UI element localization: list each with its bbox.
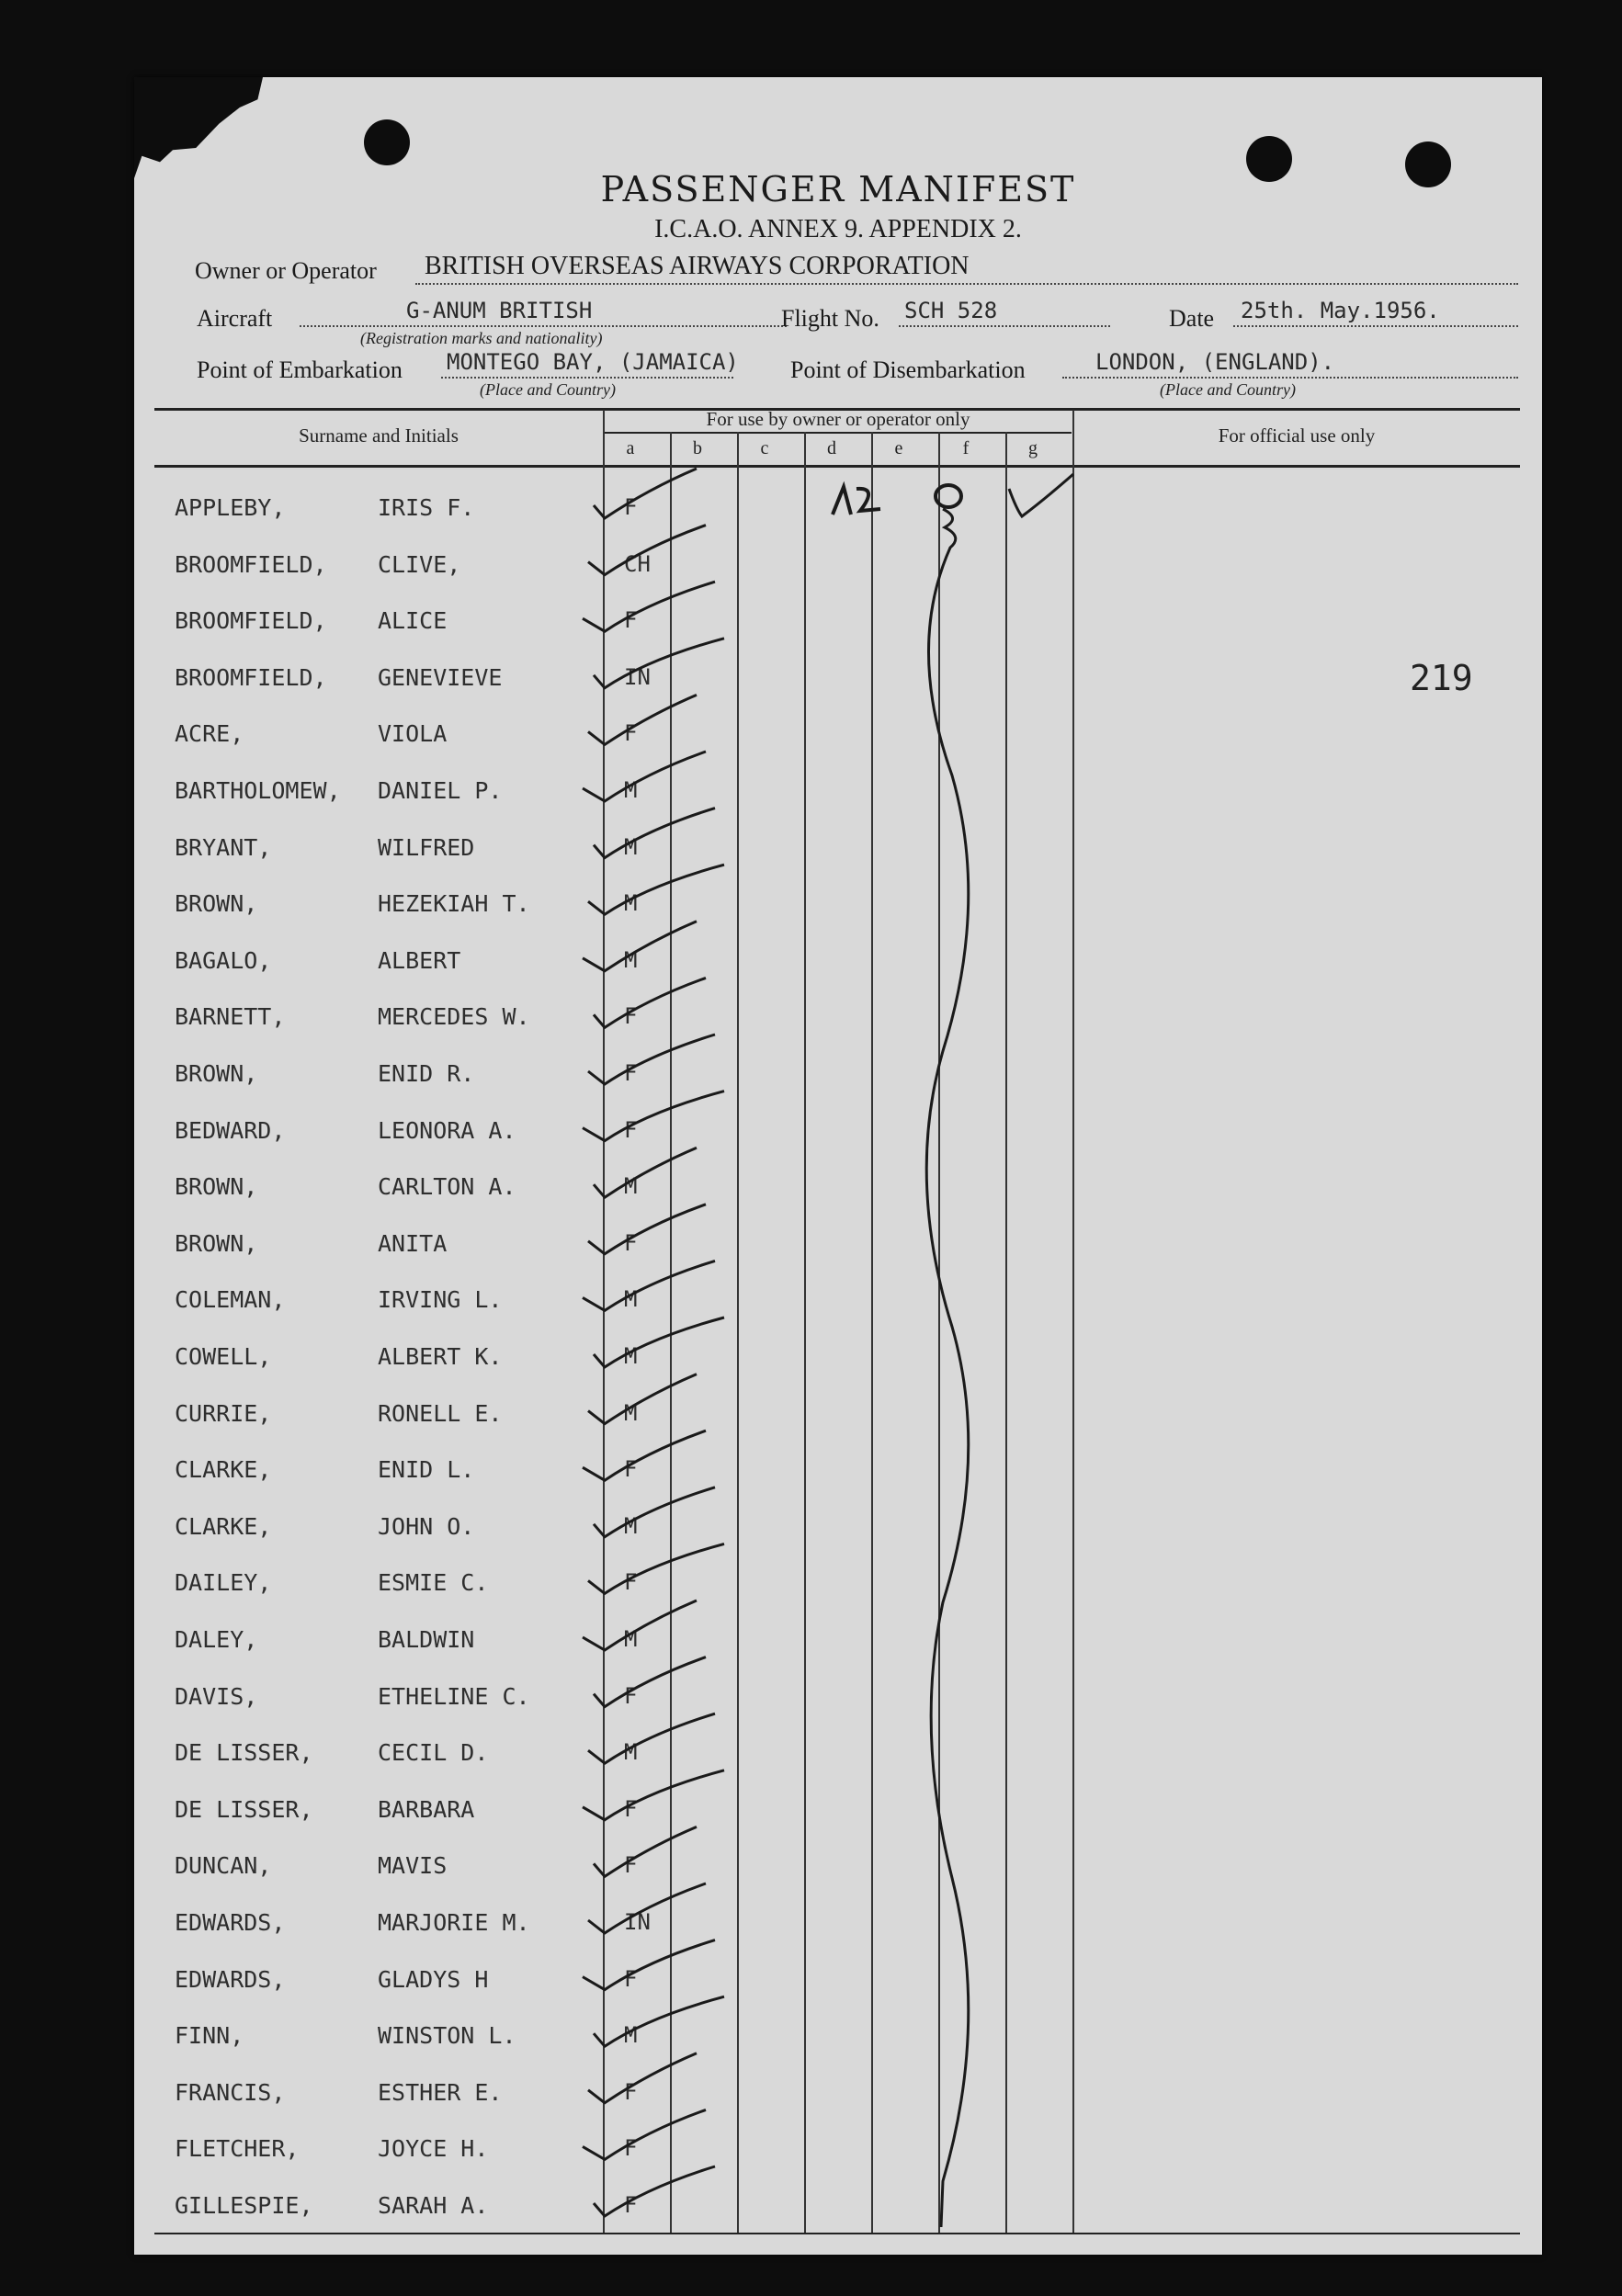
dotted-line xyxy=(415,283,1518,285)
passenger-given-name: MAVIS xyxy=(378,1852,448,1880)
passenger-category: IN xyxy=(624,663,651,690)
passenger-row xyxy=(134,2066,1542,2121)
passenger-given-name: ESTHER E. xyxy=(378,2078,503,2106)
passenger-category: F xyxy=(624,720,638,747)
passenger-category: M xyxy=(624,1286,638,1313)
passenger-row xyxy=(134,1217,1542,1272)
passenger-surname: BROOMFIELD, xyxy=(175,663,327,691)
passenger-row xyxy=(134,2009,1542,2064)
passenger-surname: FLETCHER, xyxy=(175,2135,300,2163)
passenger-category: M xyxy=(624,1399,638,1426)
passenger-surname: DE LISSER, xyxy=(175,1795,313,1823)
passenger-category: F xyxy=(624,1682,638,1709)
passenger-row xyxy=(134,1273,1542,1329)
embark-value: MONTEGO BAY, (JAMAICA) xyxy=(447,349,739,375)
document-title: PASSENGER MANIFEST xyxy=(600,169,1076,209)
passenger-surname: EDWARDS, xyxy=(175,1965,286,1993)
owner-value: BRITISH OVERSEAS AIRWAYS CORPORATION xyxy=(425,252,970,280)
passenger-row xyxy=(134,1500,1542,1555)
passenger-given-name: JOHN O. xyxy=(378,1512,475,1540)
passenger-row xyxy=(134,1783,1542,1838)
torn-corner xyxy=(134,77,263,178)
passenger-row xyxy=(134,1896,1542,1951)
subcol-g: g xyxy=(1028,438,1038,458)
owner-label: Owner or Operator xyxy=(195,257,377,284)
dotted-line xyxy=(300,325,787,327)
passenger-given-name: JOYCE H. xyxy=(378,2135,489,2163)
passenger-category: F xyxy=(624,1795,638,1822)
passenger-surname: DAILEY, xyxy=(175,1569,272,1597)
passenger-category: F xyxy=(624,2192,638,2218)
passenger-surname: COWELL, xyxy=(175,1343,272,1370)
passenger-category: M xyxy=(624,833,638,860)
passenger-row xyxy=(134,594,1542,650)
passenger-given-name: IRVING L. xyxy=(378,1286,503,1314)
passenger-given-name: DANIEL P. xyxy=(378,777,503,804)
passenger-given-name: ALBERT xyxy=(378,946,461,974)
passenger-given-name: LEONORA A. xyxy=(378,1116,516,1144)
passenger-given-name: ENID L. xyxy=(378,1456,475,1484)
dotted-line xyxy=(441,377,733,379)
col-header-operator: For use by owner or operator only xyxy=(706,408,970,430)
passenger-row xyxy=(134,2179,1542,2234)
aircraft-value: G-ANUM BRITISH xyxy=(406,298,593,323)
flight-label: Flight No. xyxy=(781,305,879,332)
passenger-given-name: GLADYS H xyxy=(378,1965,489,1993)
passenger-surname: BRYANT, xyxy=(175,833,272,861)
passenger-row xyxy=(134,1726,1542,1781)
passenger-surname: DALEY, xyxy=(175,1626,258,1653)
passenger-given-name: CLIVE, xyxy=(378,550,461,578)
passenger-surname: BROOMFIELD, xyxy=(175,550,327,578)
passenger-given-name: BALDWIN xyxy=(378,1626,475,1653)
passenger-row xyxy=(134,1839,1542,1894)
date-value: 25th. May.1956. xyxy=(1241,298,1440,323)
col-header-name: Surname and Initials xyxy=(299,424,459,447)
passenger-category: F xyxy=(624,1569,638,1596)
passenger-row xyxy=(134,2122,1542,2177)
passenger-category: M xyxy=(624,777,638,803)
passenger-category: M xyxy=(624,1343,638,1369)
dotted-line xyxy=(1062,377,1518,379)
passenger-surname: CLARKE, xyxy=(175,1512,272,1540)
passenger-category: M xyxy=(624,890,638,917)
passenger-surname: COLEMAN, xyxy=(175,1286,286,1314)
passenger-row xyxy=(134,1047,1542,1103)
passenger-given-name: ALBERT K. xyxy=(378,1343,503,1370)
passenger-surname: BAGALO, xyxy=(175,946,272,974)
passenger-row xyxy=(134,990,1542,1046)
passenger-row xyxy=(134,481,1542,537)
passenger-surname: BARNETT, xyxy=(175,1003,286,1031)
passenger-row xyxy=(134,707,1542,763)
header-bottom-rule xyxy=(154,465,1520,468)
passenger-surname: CLARKE, xyxy=(175,1456,272,1484)
punch-hole xyxy=(364,119,410,165)
passenger-surname: DAVIS, xyxy=(175,1682,258,1710)
passenger-surname: BROWN, xyxy=(175,1060,258,1087)
passenger-category: IN xyxy=(624,1909,651,1935)
passenger-given-name: CARLTON A. xyxy=(378,1173,516,1201)
aircraft-note: (Registration marks and nationality) xyxy=(360,329,603,347)
passenger-category: F xyxy=(624,1229,638,1256)
passenger-row xyxy=(134,764,1542,820)
subcol-b: b xyxy=(693,438,702,458)
passenger-surname: FINN, xyxy=(175,2022,244,2050)
subcol-d: d xyxy=(827,438,836,458)
passenger-given-name: VIOLA xyxy=(378,720,448,748)
embark-label: Point of Embarkation xyxy=(197,356,403,383)
passenger-surname: BARTHOLOMEW, xyxy=(175,777,341,804)
passenger-row xyxy=(134,1387,1542,1442)
subcol-c: c xyxy=(760,438,769,458)
passenger-given-name: WILFRED xyxy=(378,833,475,861)
passenger-category: M xyxy=(624,946,638,973)
passenger-given-name: BARBARA xyxy=(378,1795,475,1823)
passenger-category: F xyxy=(624,2135,638,2162)
passenger-given-name: HEZEKIAH T. xyxy=(378,890,530,918)
passenger-category: F xyxy=(624,1456,638,1483)
passenger-row xyxy=(134,1330,1542,1386)
aircraft-label: Aircraft xyxy=(197,305,273,332)
passenger-given-name: ESMIE C. xyxy=(378,1569,489,1597)
col-header-official: For official use only xyxy=(1218,424,1376,447)
passenger-row xyxy=(134,1613,1542,1668)
passenger-given-name: SARAH A. xyxy=(378,2192,489,2219)
passenger-given-name: MERCEDES W. xyxy=(378,1003,530,1031)
passenger-row xyxy=(134,538,1542,594)
document-subtitle: I.C.A.O. ANNEX 9. APPENDIX 2. xyxy=(654,215,1022,243)
passenger-row xyxy=(134,1104,1542,1159)
manifest-page xyxy=(134,77,1542,2255)
passenger-category: M xyxy=(624,1626,638,1652)
embark-note: (Place and Country) xyxy=(480,380,616,399)
passenger-category: F xyxy=(624,494,638,520)
passenger-surname: EDWARDS, xyxy=(175,1909,286,1936)
passenger-given-name: ETHELINE C. xyxy=(378,1682,530,1710)
passenger-surname: FRANCIS, xyxy=(175,2078,286,2106)
passenger-category: CH xyxy=(624,550,651,577)
passenger-given-name: WINSTON L. xyxy=(378,2022,516,2050)
passenger-given-name: ANITA xyxy=(378,1229,448,1257)
passenger-row xyxy=(134,651,1542,707)
passenger-category: F xyxy=(624,2078,638,2105)
header-rule xyxy=(603,432,1072,434)
passenger-category: F xyxy=(624,1852,638,1879)
passenger-category: M xyxy=(624,1739,638,1766)
passenger-row xyxy=(134,821,1542,877)
subcol-f: f xyxy=(962,438,970,458)
passenger-category: F xyxy=(624,1003,638,1030)
official-number: 219 xyxy=(1410,658,1473,698)
passenger-row xyxy=(134,877,1542,933)
passenger-given-name: IRIS F. xyxy=(378,494,475,521)
passenger-category: M xyxy=(624,1173,638,1200)
disembark-note: (Place and Country) xyxy=(1160,380,1296,399)
passenger-given-name: GENEVIEVE xyxy=(378,663,503,691)
passenger-row xyxy=(134,1160,1542,1216)
passenger-given-name: ENID R. xyxy=(378,1060,475,1087)
passenger-surname: BEDWARD, xyxy=(175,1116,286,1144)
passenger-category: M xyxy=(624,2022,638,2049)
dotted-line xyxy=(899,325,1110,327)
passenger-surname: DUNCAN, xyxy=(175,1852,272,1880)
passenger-surname: CURRIE, xyxy=(175,1399,272,1427)
passenger-surname: BROOMFIELD, xyxy=(175,607,327,635)
passenger-row xyxy=(134,1556,1542,1612)
passenger-given-name: ALICE xyxy=(378,607,448,635)
subcol-e: e xyxy=(894,438,903,458)
passenger-category: F xyxy=(624,1060,638,1086)
disembark-value: LONDON, (ENGLAND). xyxy=(1095,349,1335,375)
passenger-row xyxy=(134,1443,1542,1499)
passenger-surname: GILLESPIE, xyxy=(175,2192,313,2219)
passenger-category: F xyxy=(624,607,638,634)
passenger-given-name: CECIL D. xyxy=(378,1739,489,1767)
date-label: Date xyxy=(1169,305,1215,332)
passenger-surname: DE LISSER, xyxy=(175,1739,313,1767)
passenger-given-name: MARJORIE M. xyxy=(378,1909,530,1936)
passenger-given-name: RONELL E. xyxy=(378,1399,503,1427)
passenger-category: M xyxy=(624,1512,638,1539)
passenger-category: F xyxy=(624,1965,638,1992)
passenger-row xyxy=(134,1953,1542,2008)
passenger-category: F xyxy=(624,1116,638,1143)
flight-value: SCH 528 xyxy=(904,298,998,323)
passenger-surname: APPLEBY, xyxy=(175,494,286,521)
passenger-surname: BROWN, xyxy=(175,1173,258,1201)
subcol-a: a xyxy=(626,438,635,458)
dotted-line xyxy=(1233,325,1518,327)
passenger-surname: ACRE, xyxy=(175,720,244,748)
passenger-surname: BROWN, xyxy=(175,1229,258,1257)
passenger-row xyxy=(134,934,1542,990)
disembark-label: Point of Disembarkation xyxy=(790,356,1026,383)
passenger-surname: BROWN, xyxy=(175,890,258,918)
passenger-row xyxy=(134,1670,1542,1725)
